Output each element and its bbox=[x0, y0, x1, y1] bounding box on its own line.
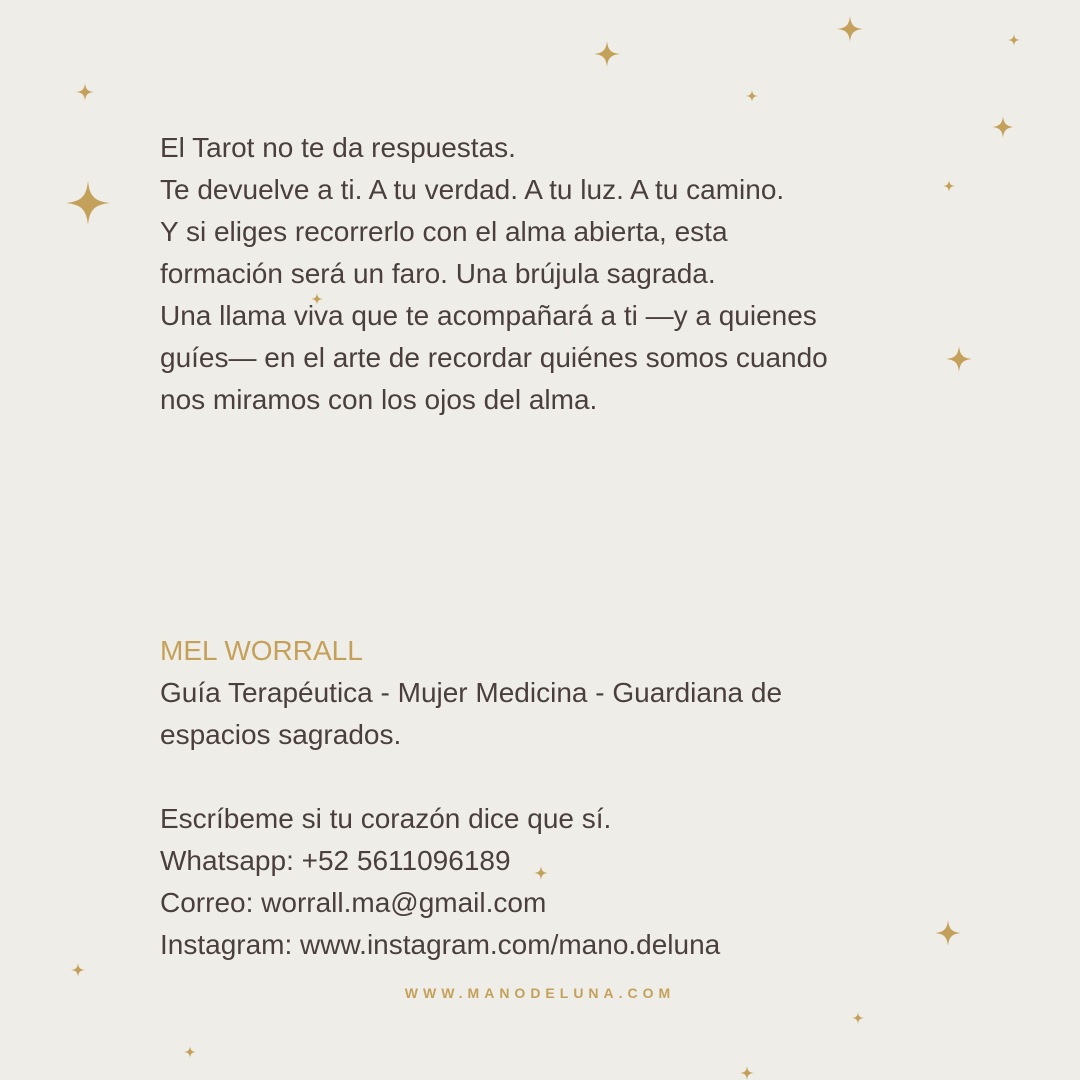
star-icon bbox=[740, 1066, 754, 1080]
author-role: espacios sagrados. bbox=[160, 719, 402, 750]
intro-line: Te devuelve a ti. A tu verdad. A tu luz. A tu camino. bbox=[160, 174, 785, 205]
star-icon bbox=[184, 1046, 196, 1058]
intro-line: nos miramos con los ojos del alma. bbox=[160, 384, 598, 415]
signature-block bbox=[160, 630, 960, 966]
intro-paragraph bbox=[160, 127, 960, 421]
star-icon bbox=[746, 90, 758, 102]
star-icon bbox=[66, 181, 110, 225]
star-icon bbox=[1008, 34, 1020, 46]
star-icon bbox=[71, 963, 85, 977]
star-icon bbox=[594, 41, 620, 67]
author-name: MEL WORRALL bbox=[160, 635, 363, 666]
intro-line: El Tarot no te da respuestas. bbox=[160, 132, 516, 163]
intro-line: guíes— en el arte de recordar quiénes somos cuando bbox=[160, 342, 828, 373]
spacer bbox=[160, 756, 960, 798]
intro-line: Una llama viva que te acompañará a ti —y a quienes bbox=[160, 300, 817, 331]
intro-line: formación será un faro. Una brújula sagrada. bbox=[160, 258, 716, 289]
star-icon bbox=[992, 116, 1014, 138]
email-contact: Correo: worrall.ma@gmail.com bbox=[160, 887, 547, 918]
call-to-action: Escríbeme si tu corazón dice que sí. bbox=[160, 803, 612, 834]
whatsapp-contact: Whatsapp: +52 5611096189 bbox=[160, 845, 511, 876]
intro-line: Y si eliges recorrerlo con el alma abierta, esta bbox=[160, 216, 728, 247]
star-icon bbox=[837, 16, 863, 42]
star-icon bbox=[852, 1012, 864, 1024]
author-role: Guía Terapéutica - Mujer Medicina - Guardiana de bbox=[160, 677, 783, 708]
star-icon bbox=[76, 83, 94, 101]
website-url: WWW.MANODELUNA.COM bbox=[404, 985, 676, 1001]
instagram-contact: Instagram: www.instagram.com/mano.deluna bbox=[160, 929, 721, 960]
